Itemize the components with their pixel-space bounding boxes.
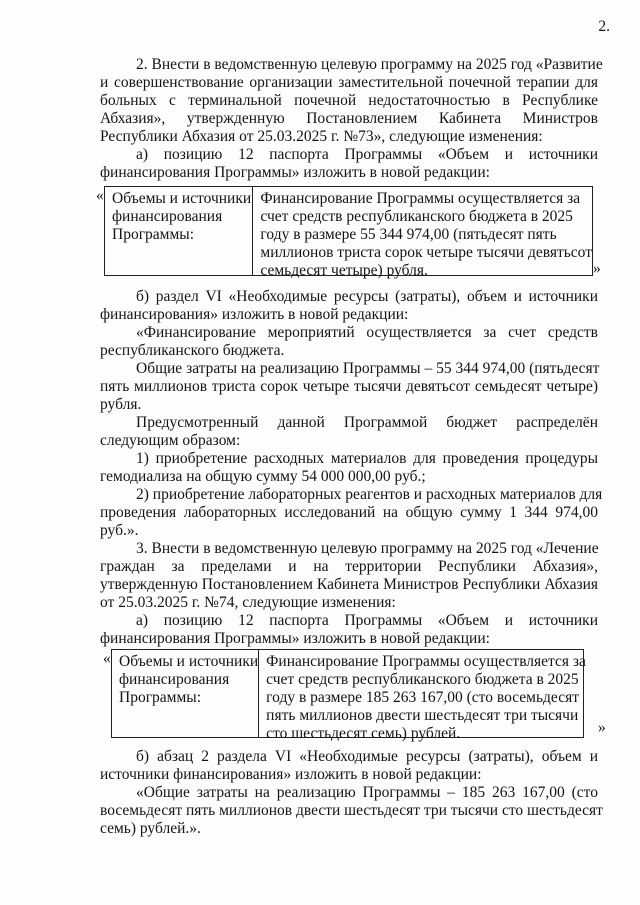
text-line: а) позицию 12 паспорта Программы «Объем и источники [136,612,598,629]
table1-label-cell [105,187,253,275]
text-line: источники финансирования» изложить в новой редакции: [100,766,482,783]
text-line: следующим образом: [100,432,241,449]
table2-label-cell [112,650,259,737]
text-line: «Общие затраты на реализацию Программы – 185 263 167,00 (сто [136,784,598,801]
text-line: Республики Абхазия от 25.03.2025 г. №73», следующие изменения: [100,128,543,145]
table2-close-quote: » [598,719,606,736]
text-line: финансирования» изложить в новой редакции: [100,306,409,323]
table-cell-line: счет средств республиканского бюджета в 2025 [260,208,573,225]
text-line: а) позицию 12 паспорта Программы «Объем и источники [136,146,598,163]
text-line: восемьдесят пять миллионов двести шестьдесят три тысячи сто шестьдесят [100,802,603,819]
table-cell-line: Объемы и источники [119,653,259,670]
paragraph-block-item-2 [100,56,603,182]
table-cell-line: Финансирование Программы осуществляется за [266,653,586,670]
text-line: Предусмотренный данной Программой бюджет распределён [136,414,598,431]
text-line: от 25.03.2025 г. №74, следующие изменения: [100,594,396,611]
text-line: проведения лабораторных исследований на общую сумму 1 344 974,00 [100,504,598,521]
text-line: финансирования Программы» изложить в новой редакции: [100,164,490,181]
table-cell-line: Объемы и источники [112,190,252,207]
text-line: граждан за пределами и на территории Республики Абхазия», [100,558,598,575]
table2-value-cell [259,650,586,742]
table-cell-line: счет средств республиканского бюджета в 2025 [266,671,579,688]
text-line: республиканского бюджета. [100,342,285,359]
text-line: Абхазия», утвержденную Постановлением Кабинета Министров [100,110,598,127]
table-cell-line: сто шестьдесят семь) рублей. [266,725,461,742]
text-line: семь) рублей.». [100,820,201,837]
table-cell-line: финансирования [119,671,230,688]
text-line: больных с терминальной почечной недостаточностью в Республике [100,92,598,109]
text-line: гемодиализа на общую сумму 54 000 000,00 руб.; [100,468,426,485]
page-number: 2. [598,18,610,35]
table-cell-line: семьдесят четыре) рубля. [260,262,428,279]
text-line: 3. Внести в ведомственную целевую программу на 2025 год «Лечение [136,540,599,557]
financing-table-1 [104,186,593,279]
text-line: рубля. [100,396,142,413]
table-cell-line: финансирования [112,208,223,225]
text-line: 2. Внести в ведомственную целевую программу на 2025 год «Развитие [136,56,603,73]
text-line: «Финансирование мероприятий осуществляется за счет средств [136,324,598,341]
text-line: б) абзац 2 раздела VI «Необходимые ресурсы (затраты), объем и [136,748,598,765]
text-line: б) раздел VI «Необходимые ресурсы (затраты), объем и источники [136,288,598,305]
table-cell-line: году в размере 55 344 974,00 (пятьдесят пять [260,226,557,243]
table1-close-quote: » [593,260,601,277]
table-cell-line: Программы: [112,226,195,243]
paragraph-block-item-3b [100,748,603,838]
text-line: 1) приобретение расходных материалов для проведения процедуры [136,450,598,467]
table-cell-line: миллионов триста сорок четыре тысячи девятьсот [260,244,592,261]
table-cell-line: Программы: [119,689,202,706]
table-cell-line: пять миллионов двести шестьдесят три тысячи [266,707,579,724]
text-line: и совершенствование организации заместительной почечной терапии для [100,74,598,91]
text-line: финансирования Программы» изложить в новой редакции: [100,630,490,647]
text-line: руб.». [100,522,139,539]
text-line: 2) приобретение лабораторных реагентов и расходных материалов для [136,486,603,503]
table-cell-line: году в размере 185 263 167,00 (сто восемьдесят [266,689,579,706]
table2-open-quote: « [103,650,111,667]
paragraph-block-items-b-3 [100,288,603,648]
table1-open-quote: « [96,187,104,204]
table1-value-cell [253,187,592,279]
text-line: пять миллионов триста сорок четыре тысячи девятьсот семьдесят четыре) [100,378,598,395]
table-cell-line: Финансирование Программы осуществляется за [260,190,581,207]
financing-table-2 [111,649,586,742]
text-line: утвержденную Постановлением Кабинета Министров Республики Абхазия [100,576,598,593]
text-line: Общие затраты на реализацию Программы – 55 344 974,00 (пятьдесят [136,360,600,377]
